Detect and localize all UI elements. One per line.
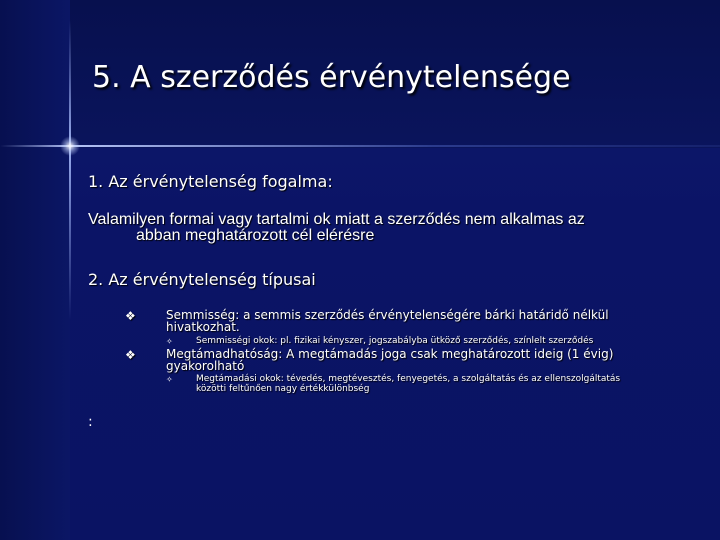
- sub-list-item-line-2: közötti feltűnően nagy értékkülönbség: [196, 384, 370, 394]
- left-band: [0, 0, 70, 540]
- list-item-line-2: hivatkozhat.: [166, 320, 240, 334]
- diamond-bullet-icon: ❖: [125, 348, 136, 362]
- slide-title: 5. A szerződés érvénytelensége: [92, 60, 571, 95]
- diamond-bullet-icon: ❖: [125, 309, 136, 323]
- definition-paragraph: [88, 212, 688, 244]
- sparkle-icon: [60, 136, 80, 156]
- sub-bullet-icon: ✧: [166, 337, 173, 346]
- list-item: [166, 309, 666, 333]
- list-item: [166, 348, 666, 372]
- sub-list-item: Semmisségi okok: pl. fizikai kényszer, jogszabályba ütköző szerződés, színlelt szerződés: [196, 336, 594, 346]
- sub-list-item: [196, 374, 676, 394]
- sub-list-item-line-1: Megtámadási okok: tévedés, megtévesztés, fenyegetés, a szolgáltatás és az ellenszolgáltatás: [196, 374, 621, 384]
- definition-line-1: Valamilyen formai vagy tartalmi ok miatt a szerződés nem alkalmas az: [88, 211, 585, 228]
- decorative-vertical-line: [69, 20, 71, 320]
- sub-bullet-icon: ✧: [166, 375, 173, 384]
- definition-line-2: abban meghatározott cél elérésre: [136, 227, 375, 244]
- decorative-horizontal-line: [0, 145, 720, 147]
- section2-heading: 2. Az érvénytelenség típusai: [88, 270, 316, 289]
- trailing-colon: :: [88, 414, 93, 430]
- list-item-line-2: gyakorolható: [166, 359, 245, 373]
- section1-heading: 1. Az érvénytelenség fogalma:: [88, 172, 333, 191]
- list-item-line-1: Megtámadhatóság: A megtámadás joga csak meghatározott ideig (1 évig): [166, 347, 614, 361]
- list-item-line-1: Semmisség: a semmis szerződés érvénytelenségére bárki határidő nélkül: [166, 308, 609, 322]
